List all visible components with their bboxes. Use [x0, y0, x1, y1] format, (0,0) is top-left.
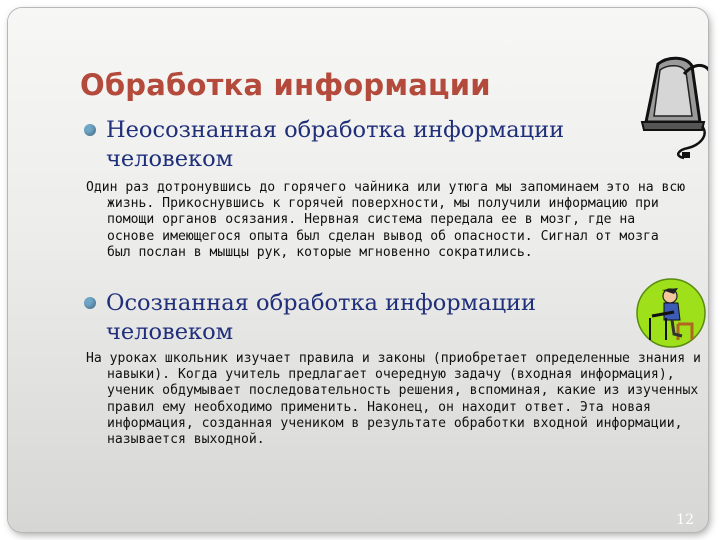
bullet-dot — [84, 297, 96, 309]
page-number: 12 — [676, 512, 694, 528]
bullet-text: Неосознанная обработка информации человеком — [106, 117, 565, 172]
student-at-desk-icon — [634, 276, 708, 350]
bullet-conscious-processing — [84, 289, 626, 347]
slide — [8, 8, 708, 532]
paragraph-conscious: На уроках школьник изучает правила и законы (приобретает определенные знания и навыки). Когда учитель предлагает очередную задачу (входная информация), ученик обдумывает последовательность решения, вспоминая, какие из изученных правил ему необходимо применить. Наконец, он находит ответ. Эта новая информация, созданная учеником в результате обработки входной информации, называется выходной. — [86, 351, 701, 448]
iron-icon — [638, 52, 708, 162]
bullet-text: Осознанная обработка информации человеком — [106, 290, 537, 345]
paragraph-unconscious: Один раз дотронувшись до горячего чайника или утюга мы запоминаем это на всю жизнь. Прикоснувшись к горячей поверхности, мы получили информацию при помощи органов осязания. Нервная система передала ее в мозг, где на основе имеющегося опыта был сделан вывод об опасности. Сигнал от мозга был послан в мышцы рук, которые мгновенно сократились. — [86, 180, 686, 260]
bullet-unconscious-processing — [84, 116, 626, 174]
bullet-dot — [84, 124, 96, 136]
slide-title: Обработка информации — [80, 68, 491, 102]
